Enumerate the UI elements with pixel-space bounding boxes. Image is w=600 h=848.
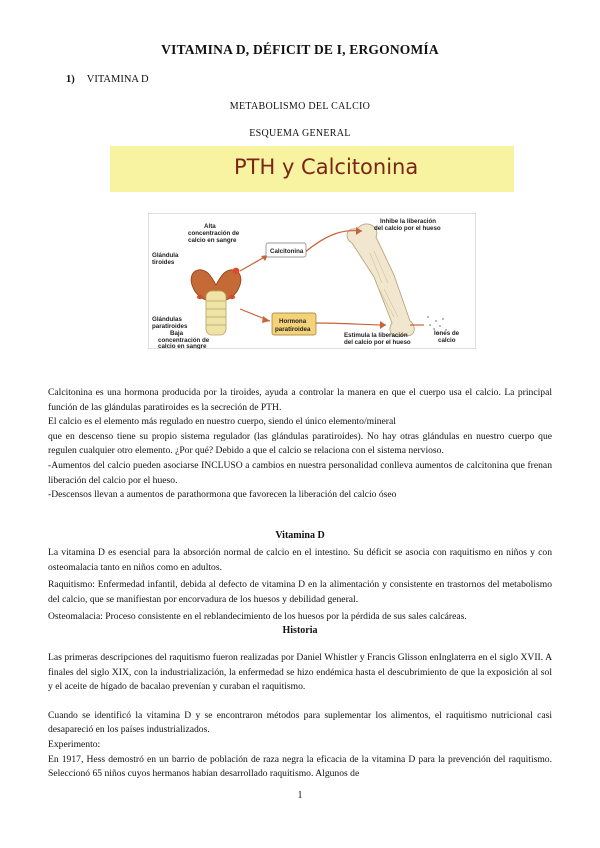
label-alta-3: calcio en sangre — [188, 237, 237, 244]
vitamina-paragraph: La vitamina D es esencial para la absorción normal de calcio en el intestino. Su déficit se asocia con raquitismo en niños y con osteomalacia tanto en niños como en adultos. — [48, 547, 552, 573]
label-tiroides-1: Glándula — [152, 252, 179, 259]
document-title: VITAMINA D, DÉFICIT DE I, ERGONOMÍA — [161, 42, 439, 57]
label-iones-2: calcio — [438, 337, 456, 344]
label-baja-3: calcio en sangre — [158, 343, 207, 349]
intro-paragraph: Calcitonina es una hormona producida por la tiroides, ayuda a controlar la manera en que el cuerpo usa el calcio. La principal función de las glándulas paratiroides es la secreción de PTH. — [48, 387, 552, 413]
intro-paragraph: -Descensos llevan a aumentos de parathormona que favorecen la liberación del calcio óseo — [48, 489, 397, 501]
section-label: VITAMINA D — [86, 74, 149, 85]
label-iones-1: Iones de — [434, 330, 460, 337]
heading-vitamina-d: Vitamina D — [275, 530, 325, 541]
label-baja-2: concentración de — [158, 337, 210, 344]
label-hormona-1: Hormona — [279, 318, 307, 325]
figure-banner — [110, 146, 514, 192]
intro-paragraph: -Aumentos del calcio pueden asociarse INCLUSO a cambios en nuestra personalidad conlleva aumentos de calcitonina que frenan liberación del calcio por el hueso. — [48, 459, 552, 486]
label-hormona-2: paratiroidea — [275, 326, 311, 333]
subheading-esquema: ESQUEMA GENERAL — [249, 128, 351, 139]
historia-paragraph: Cuando se identificó la vitamina D y se encontraron métodos para suplementar los alimentos, el raquitismo nutricional casi desapareció en los países industrializados. — [48, 709, 552, 736]
intro-paragraph: que en descenso tiene su propio sistema regulador (las glándulas paratiroides). No hay otras glándulas en nuestro cuerpo que regulen cualquier otro elemento. ¿Por qué? Debido a que el calcio se relaciona con el sistema nervioso. — [48, 430, 552, 457]
section-heading — [66, 74, 149, 85]
label-inhibe-1: Inhibe la liberación — [380, 218, 437, 225]
intro-text — [48, 386, 552, 503]
subheading-metabolismo: METABOLISMO DEL CALCIO — [229, 101, 371, 112]
label-alta-1: Alta — [204, 223, 216, 230]
experimento-label: Experimento: — [48, 738, 101, 750]
label-calcitonina: Calcitonina — [270, 248, 304, 255]
label-alta-2: concentración de — [188, 230, 240, 237]
label-tiroides-2: tiroides — [152, 259, 175, 266]
page-number: 1 — [297, 790, 303, 801]
vitamina-text — [48, 546, 552, 625]
historia-text — [48, 651, 552, 782]
label-estimula-1: Estimula la liberación — [344, 332, 408, 339]
vitamina-paragraph: Raquitismo: Enfermedad infantil, debida al defecto de vitamina D en la alimentación y consistente en trastornos del metabolismo del calcio, que se manifiestan por encorvadura de los huesos y debilidad general. — [48, 579, 552, 605]
experimento-paragraph: En 1917, Hess demostró en un barrio de población de raza negra la eficacia de la vitamina D para la prevención del raquitismo. Seleccionó 65 niños cuyos hermanos habían desarrollado raquitismo. Algunos de — [48, 753, 552, 780]
label-estimula-2: del calcio por el hueso — [344, 339, 411, 346]
section-number: 1) — [66, 74, 75, 85]
label-inhibe-2: del calcio por el hueso — [374, 225, 441, 232]
heading-historia: Historia — [282, 625, 318, 636]
vitamina-paragraph: Osteomalacia: Proceso consistente en el reblandecimiento de los huesos por la pérdida de sus sales calcáreas. — [48, 611, 467, 623]
label-paratiroides-1: Glándulas — [152, 316, 182, 323]
label-paratiroides-2: paratiroides — [152, 323, 188, 330]
banner-title: PTH y Calcitonina — [234, 155, 419, 179]
intro-paragraph: El calcio es el elemento más regulado en nuestro cuerpo, siendo el único elemento/mineral — [48, 416, 396, 428]
pth-calcitonin-diagram — [148, 213, 476, 349]
label-baja-1: Baja — [170, 330, 184, 337]
historia-paragraph: Las primeras descripciones del raquitismo fueron realizadas por Daniel Whistler y Francis Glisson enInglaterra en el siglo XVII. A finales del siglo XIX, con la industrialización, la enfermedad se hizo endémica hasta el descubrimiento de que la exposición al sol y el aceite de hígado de bacalao prevenían y curaban el raquitismo. — [48, 652, 552, 693]
